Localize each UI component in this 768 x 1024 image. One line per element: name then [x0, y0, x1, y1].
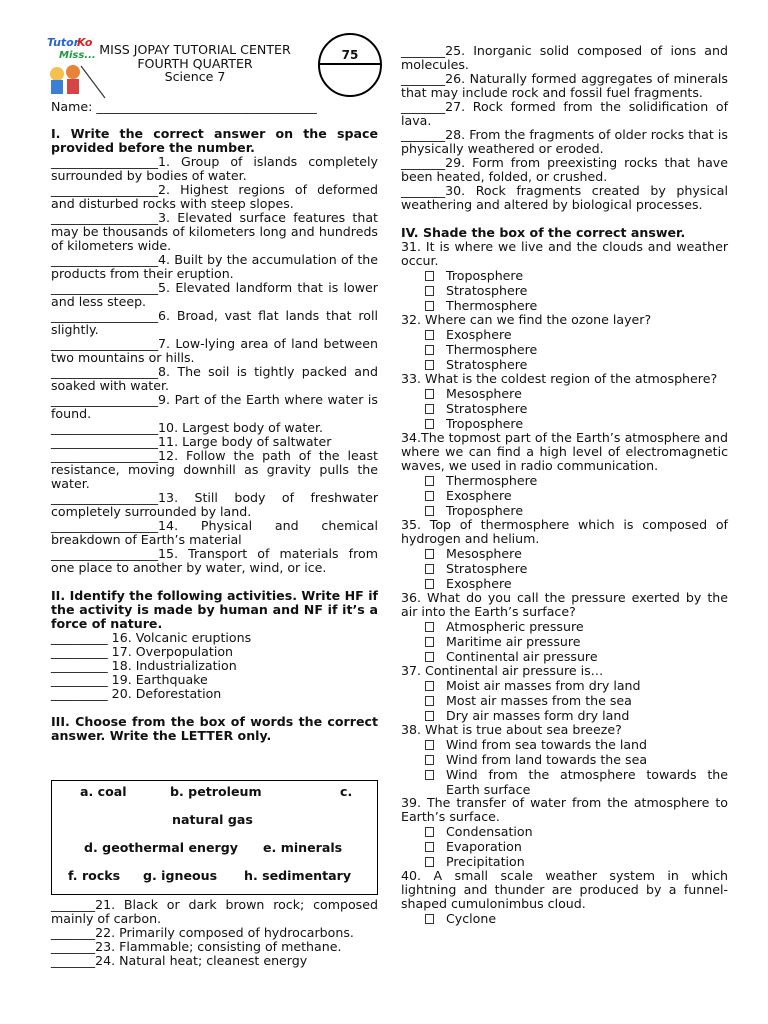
- checkbox-icon[interactable]: [425, 389, 434, 399]
- checkbox-icon[interactable]: [425, 681, 434, 691]
- mc-question-36: 36. What do you call the pressure exerted by the air into the Earth’s surface?: [401, 590, 728, 619]
- mc-question-33: 33. What is the coldest region of the atmosphere?: [401, 371, 718, 386]
- mc-option-label: Moist air masses from dry land: [446, 678, 641, 693]
- mc-option[interactable]: [401, 737, 728, 752]
- question-30: _______30. Rock fragments created by physical weathering and altered by biological processes.: [401, 183, 728, 212]
- checkbox-icon[interactable]: [425, 755, 434, 765]
- question-9: _________________9. Part of the Earth where water is found.: [51, 392, 378, 421]
- mc-option-label: Maritime air pressure: [446, 634, 581, 649]
- mc-option-label: Thermosphere: [446, 342, 538, 357]
- question-15: _________________15. Transport of materials from one place to another by water, wind, or ice.: [51, 546, 378, 575]
- mc-option-label: Troposphere: [446, 503, 524, 518]
- mc-question-34: 34.The topmost part of the Earth’s atmosphere and where we can find a high level of electromagnetic waves, we used in radio communication.: [401, 430, 728, 473]
- section-1-title: I. Write the correct answer on the space provided before the number.: [51, 126, 378, 155]
- mc-option[interactable]: [401, 386, 728, 401]
- checkbox-icon[interactable]: [425, 564, 434, 574]
- mc-option[interactable]: [401, 283, 728, 298]
- section-1-items: [51, 155, 378, 575]
- mc-option[interactable]: [401, 634, 728, 649]
- question-24: _______24. Natural heat; cleanest energy: [51, 953, 308, 968]
- mc-option-label: Atmospheric pressure: [446, 619, 584, 634]
- choice-f: f. rocks: [68, 868, 121, 883]
- mc-option-label: Precipitation: [446, 854, 525, 869]
- checkbox-icon[interactable]: [425, 696, 434, 706]
- checkbox-icon[interactable]: [425, 652, 434, 662]
- checkbox-icon[interactable]: [425, 711, 434, 721]
- checkbox-icon[interactable]: [425, 857, 434, 867]
- mc-option-label: Troposphere: [446, 268, 524, 283]
- mc-option[interactable]: [401, 268, 728, 283]
- checkbox-icon[interactable]: [425, 286, 434, 296]
- question-2: _________________2. Highest regions of deformed and disturbed rocks with steep slopes.: [51, 182, 378, 211]
- mc-option-label: Dry air masses form dry land: [446, 708, 630, 723]
- document-header: [60, 43, 330, 84]
- mc-option-label: Condensation: [446, 824, 533, 839]
- mc-option[interactable]: [401, 473, 728, 488]
- choice-h: h. sedimentary: [244, 868, 352, 883]
- checkbox-icon[interactable]: [425, 476, 434, 486]
- question-4: _________________4. Built by the accumulation of the products from their eruption.: [51, 252, 378, 281]
- mc-option[interactable]: [401, 767, 728, 796]
- mc-question-40: 40. A small scale weather system in which lightning and thunder are produced by a funnel-shaped cumulonimbus cloud.: [401, 868, 728, 911]
- choice-d: d. geothermal energy: [84, 840, 238, 855]
- mc-question-37: 37. Continental air pressure is…: [401, 663, 604, 678]
- mc-option-label: Stratosphere: [446, 283, 528, 298]
- mc-option-label: Cyclone: [446, 911, 497, 926]
- checkbox-icon[interactable]: [425, 549, 434, 559]
- svg-text:Ko: Ko: [77, 36, 93, 49]
- mc-option[interactable]: [401, 401, 728, 416]
- question-3: _________________3. Elevated surface features that may be thousands of kilometers long and hundreds of kilometers wide.: [51, 210, 378, 253]
- mc-option-label: Most air masses from the sea: [446, 693, 632, 708]
- question-25: _______25. Inorganic solid composed of ions and molecules.: [401, 43, 728, 72]
- mc-option-label: Wind from land towards the sea: [446, 752, 648, 767]
- question-20: _________ 20. Deforestation: [51, 686, 222, 701]
- checkbox-icon[interactable]: [425, 419, 434, 429]
- mc-option[interactable]: [401, 708, 728, 723]
- mc-option[interactable]: [401, 693, 728, 708]
- mc-option-label: Stratosphere: [446, 401, 528, 416]
- mc-option[interactable]: [401, 327, 728, 342]
- checkbox-icon[interactable]: [425, 360, 434, 370]
- choice-b: b. petroleum: [170, 784, 262, 799]
- multiple-choice-list: [401, 240, 728, 926]
- question-26: _______26. Naturally formed aggregates of minerals that may include rock and fossil fuel fragments.: [401, 71, 728, 100]
- section-2-title: II. Identify the following activities. Write HF if the activity is made by human and NF if it’s a force of nature.: [51, 588, 378, 631]
- checkbox-icon[interactable]: [425, 622, 434, 632]
- question-13: _________________13. Still body of freshwater completely surrounded by land.: [51, 490, 378, 519]
- mc-option[interactable]: [401, 824, 728, 839]
- mc-option[interactable]: [401, 342, 728, 357]
- mc-option[interactable]: [401, 839, 728, 854]
- question-12: _________________12. Follow the path of the least resistance, moving downhill as gravity pulls the water.: [51, 448, 378, 491]
- mc-option[interactable]: [401, 854, 728, 869]
- subject-label: Science 7: [164, 69, 226, 84]
- question-28: _______28. From the fragments of older rocks that is physically weathered or eroded.: [401, 127, 728, 156]
- section-3-title: III. Choose from the box of words the correct answer. Write the LETTER only.: [51, 714, 378, 743]
- mc-option[interactable]: [401, 619, 728, 634]
- mc-question-39: 39. The transfer of water from the atmosphere to Earth’s surface.: [401, 795, 728, 824]
- checkbox-icon[interactable]: [425, 491, 434, 501]
- checkbox-icon[interactable]: [425, 914, 434, 924]
- checkbox-icon[interactable]: [425, 579, 434, 589]
- mc-option[interactable]: [401, 503, 728, 518]
- choice-c-text: natural gas: [172, 812, 253, 827]
- mc-option[interactable]: [401, 546, 728, 561]
- question-16: _________ 16. Volcanic eruptions: [51, 630, 252, 645]
- score-value: 75: [341, 48, 359, 62]
- choice-e: e. minerals: [263, 840, 343, 855]
- question-27: _______27. Rock formed from the solidification of lava.: [401, 99, 728, 128]
- mc-option-label: Troposphere: [446, 416, 524, 431]
- question-1: _________________1. Group of islands completely surrounded by bodies of water.: [51, 154, 378, 183]
- mc-option-label: Thermosphere: [446, 473, 538, 488]
- checkbox-icon[interactable]: [425, 740, 434, 750]
- quarter-label: FOURTH QUARTER: [137, 55, 253, 71]
- checkbox-icon[interactable]: [425, 842, 434, 852]
- mc-option-label: Evaporation: [446, 839, 522, 854]
- question-6: _________________6. Broad, vast flat lands that roll slightly.: [51, 308, 378, 337]
- mc-question-32: 32. Where can we find the ozone layer?: [401, 312, 652, 327]
- mc-option[interactable]: [401, 416, 728, 431]
- mc-option[interactable]: [401, 576, 728, 591]
- mc-option-label: Wind from the atmosphere towards the Earth surface: [446, 767, 728, 797]
- checkbox-icon[interactable]: [425, 301, 434, 311]
- mc-option[interactable]: [401, 298, 728, 313]
- section-3-items-left: [51, 898, 378, 968]
- right-column: [401, 44, 728, 926]
- question-29: _______29. Form from preexisting rocks that have been heated, folded, or crushed.: [401, 155, 728, 184]
- center-name: MISS JOPAY TUTORIAL CENTER: [99, 42, 291, 57]
- mc-question-35: 35. Top of thermosphere which is composed of hydrogen and helium.: [401, 517, 728, 546]
- question-19: _________ 19. Earthquake: [51, 672, 208, 687]
- checkbox-icon[interactable]: [425, 637, 434, 647]
- mc-option-label: Stratosphere: [446, 561, 528, 576]
- question-10: _________________10. Largest body of water.: [51, 420, 324, 435]
- svg-text:Miss...: Miss...: [59, 50, 96, 61]
- mc-option[interactable]: [401, 357, 728, 372]
- mc-option-label: Mesosphere: [446, 546, 522, 561]
- mc-option-label: Continental air pressure: [446, 649, 598, 664]
- mc-option-label: Exosphere: [446, 488, 512, 503]
- mc-option-label: Exosphere: [446, 576, 512, 591]
- mc-question-31: 31. It is where we live and the clouds and weather occur.: [401, 239, 728, 268]
- mc-option-label: Stratosphere: [446, 357, 528, 372]
- section-2-items: [51, 631, 378, 701]
- question-11: _________________11. Large body of saltwater: [51, 434, 332, 449]
- section-4-title: IV. Shade the box of the correct answer.: [401, 225, 686, 240]
- choice-g: g. igneous: [143, 868, 218, 883]
- checkbox-icon[interactable]: [425, 271, 434, 281]
- mc-question-38: 38. What is true about sea breeze?: [401, 722, 622, 737]
- checkbox-icon[interactable]: [425, 770, 434, 780]
- mc-option[interactable]: [401, 649, 728, 664]
- mc-option-label: Thermosphere: [446, 298, 538, 313]
- question-22: _______22. Primarily composed of hydrocarbons.: [51, 925, 354, 940]
- question-18: _________ 18. Industrialization: [51, 658, 237, 673]
- question-14: _________________14. Physical and chemical breakdown of Earth’s material: [51, 518, 378, 547]
- name-field[interactable]: Name: ___________________________________: [51, 99, 317, 114]
- choice-c: c.: [340, 784, 353, 799]
- mc-option[interactable]: [401, 752, 728, 767]
- mc-option[interactable]: [401, 911, 728, 926]
- mc-option[interactable]: [401, 561, 728, 576]
- checkbox-icon[interactable]: [425, 506, 434, 516]
- choice-a: a. coal: [80, 784, 127, 799]
- score-circle: [318, 33, 382, 97]
- checkbox-icon[interactable]: [425, 345, 434, 355]
- mc-option-label: Wind from sea towards the land: [446, 737, 648, 752]
- left-column: [51, 127, 378, 743]
- mc-option-label: Exosphere: [446, 327, 512, 342]
- mc-option[interactable]: [401, 678, 728, 693]
- checkbox-icon[interactable]: [425, 330, 434, 340]
- question-8: _________________8. The soil is tightly packed and soaked with water.: [51, 364, 378, 393]
- mc-option[interactable]: [401, 488, 728, 503]
- svg-text:Tutor: Tutor: [47, 36, 80, 49]
- question-17: _________ 17. Overpopulation: [51, 644, 234, 659]
- score-divider: [320, 63, 380, 65]
- checkbox-icon[interactable]: [425, 404, 434, 414]
- mc-option-label: Mesosphere: [446, 386, 522, 401]
- checkbox-icon[interactable]: [425, 827, 434, 837]
- word-box: [51, 780, 378, 895]
- question-23: _______23. Flammable; consisting of methane.: [51, 939, 342, 954]
- question-21: _______21. Black or dark brown rock; composed mainly of carbon.: [51, 897, 378, 926]
- question-5: _________________5. Elevated landform that is lower and less steep.: [51, 280, 378, 309]
- question-7: _________________7. Low-lying area of land between two mountains or hills.: [51, 336, 378, 365]
